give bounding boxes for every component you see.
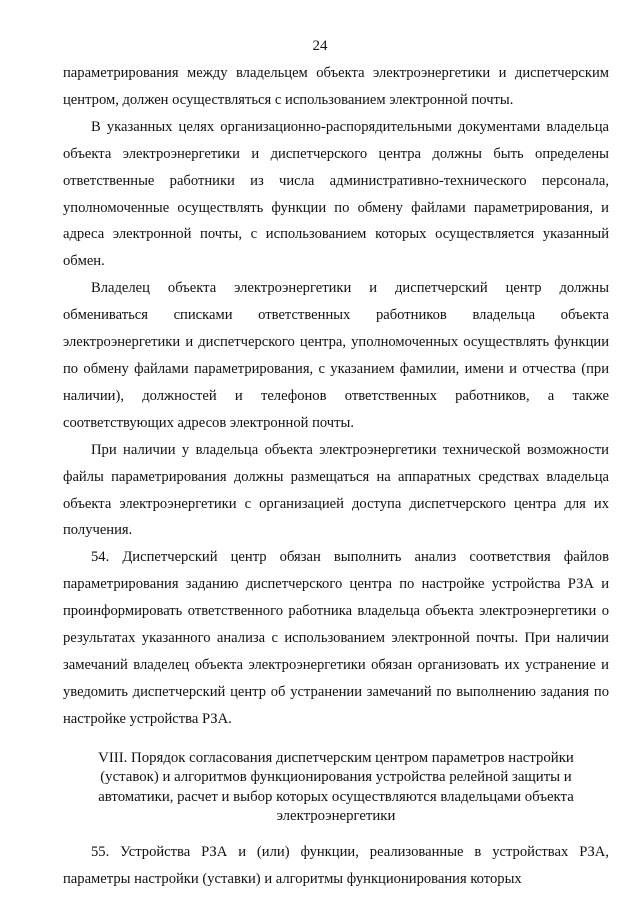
page-number: 24 [312, 38, 328, 54]
section-heading: VIII. Порядок согласования диспетчерским центром параметров настройки (уставок) и алгоритмов функционирования устройства релейной защиты и автоматики, расчет и выбор которых осуществляются владельцами объекта электроэнергетики [98, 749, 574, 825]
paragraph-continuation: параметрирования между владельцем объекта электроэнергетики и диспетчерским центром, должен осуществляться с использованием электронной почты. [63, 65, 609, 108]
paragraph-file-hosting: При наличии у владельца объекта электроэнергетики технической возможности файлы параметрирования должны размещаться на аппаратных средствах владельца объекта электроэнергетики с организацией доступа диспетчерского центра для их получения. [63, 441, 609, 539]
document-body [63, 60, 609, 893]
paragraph-55: 55. Устройства РЗА и (или) функции, реализованные в устройствах РЗА, параметры настройки (уставки) и алгоритмы функционирования которых [63, 844, 609, 887]
paragraph-54: 54. Диспетчерский центр обязан выполнить анализ соответствия файлов параметрирования заданию диспетчерского центра по настройке устройства РЗА и проинформировать ответственного работника владельца объекта электроэнергетики о результатах указанного анализа с использованием электронной почты. При наличии замечаний владелец объекта электроэнергетики обязан организовать их устранение и уведомить диспетчерский центр об устранении замечаний по выполнению задания по настройке устройства РЗА. [63, 549, 609, 727]
paragraph-exchange-lists: Владелец объекта электроэнергетики и диспетчерский центр должны обмениваться списками ответственных работников владельца объекта электроэнергетики и диспетчерского центра, уполномоченных осуществлять функции по обмену файлами параметрирования, с указанием фамилии, имени и отчества (при наличии), должностей и телефонов ответственных работников, а также соответствующих адресов электронной почты. [63, 280, 609, 431]
paragraph-responsible-staff: В указанных целях организационно-распорядительными документами владельца объекта электроэнергетики и диспетчерского центра должны быть определены ответственные работники из числа административно-технического персонала, уполномоченные осуществлять функции по обмену файлами параметрирования, и адреса электронной почты, с использованием которых осуществляется указанный обмен. [63, 118, 609, 270]
